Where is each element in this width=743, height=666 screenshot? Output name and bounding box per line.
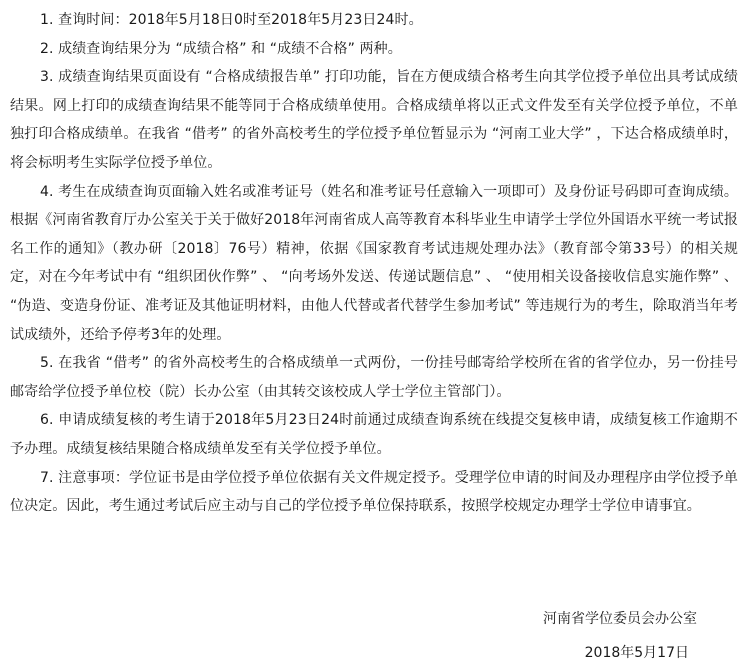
paragraph-mailing: 5. 在我省 “借考” 的省外高校考生的合格成绩单一式两份，一份挂号邮寄给学校所在省的省学位办，另一份挂号邮寄给学位授予单位校（院）长办公室（由其转交该校成人学士学位主管部门）。 [10, 355, 738, 400]
paragraph-query-method-rules: 4. 考生在成绩查询页面输入姓名或准考证号（姓名和准考证号任意输入一项即可）及身份证号码即可查询成绩。根据《河南省教育厅办公室关于关于做好2018年河南省成人高等教育本科毕业生申请学士学位外国语水平统一考试报名工作的通知》（教办研〔2018〕76号）精神，依据《国家教育考试违规处理办法》（教育部令第33号）的相关规定，对在今年考试中有 “组织团伙作弊” 、 “向考场外发送、传递试题信息” 、 “使用相关设备接收信息实施作弊” 、 “伪造、变造身份证、准考证及其他证明材料，由他人代替或者代替学生参加考试” 等违规行为的考生，除取消当年考试成绩外，还给予停考3年的处理。 [10, 183, 738, 343]
paragraph-result-types: 2. 成绩查询结果分为 “成绩合格” 和 “成绩不合格” 两种。 [40, 40, 402, 57]
notice-document [10, 0, 738, 521]
paragraph-query-time: 1. 查询时间：2018年5月18日0时至2018年5月23日24时。 [40, 12, 423, 28]
paragraph-notes: 7. 注意事项：学位证书是由学位授予单位依据有关文件规定授予。受理学位申请的时间及办理程序由学位授予单位决定。因此，考生通过考试后应主动与自己的学位授予单位保持联系，按照学校规定办理学士学位申请事宜。 [10, 469, 738, 515]
paragraph-review-request: 6. 申请成绩复核的考生请于2018年5月23日24时前通过成绩查询系统在线提交复核申请，成绩复核工作逾期不予办理。成绩复核结果随合格成绩单发至有关学位授予单位。 [10, 412, 738, 457]
paragraph-print-report: 3. 成绩查询结果页面设有 “合格成绩报告单” 打印功能，旨在方便成绩合格考生向其学位授予单位出具考试成绩结果。网上打印的成绩查询结果不能等同于合格成绩单使用。合格成绩单将以正式文件发至有关学位授予单位，不单独打印合格成绩单。在我省 “借考” 的省外高校考生的学位授予单位暂显示为 “河南工业大学” ，下达合格成绩单时，将会标明考生实际学位授予单位。 [10, 69, 738, 171]
signature-organization: 河南省学位委员会办公室 [543, 611, 697, 627]
signature-date: 2018年5月17日 [584, 645, 689, 661]
